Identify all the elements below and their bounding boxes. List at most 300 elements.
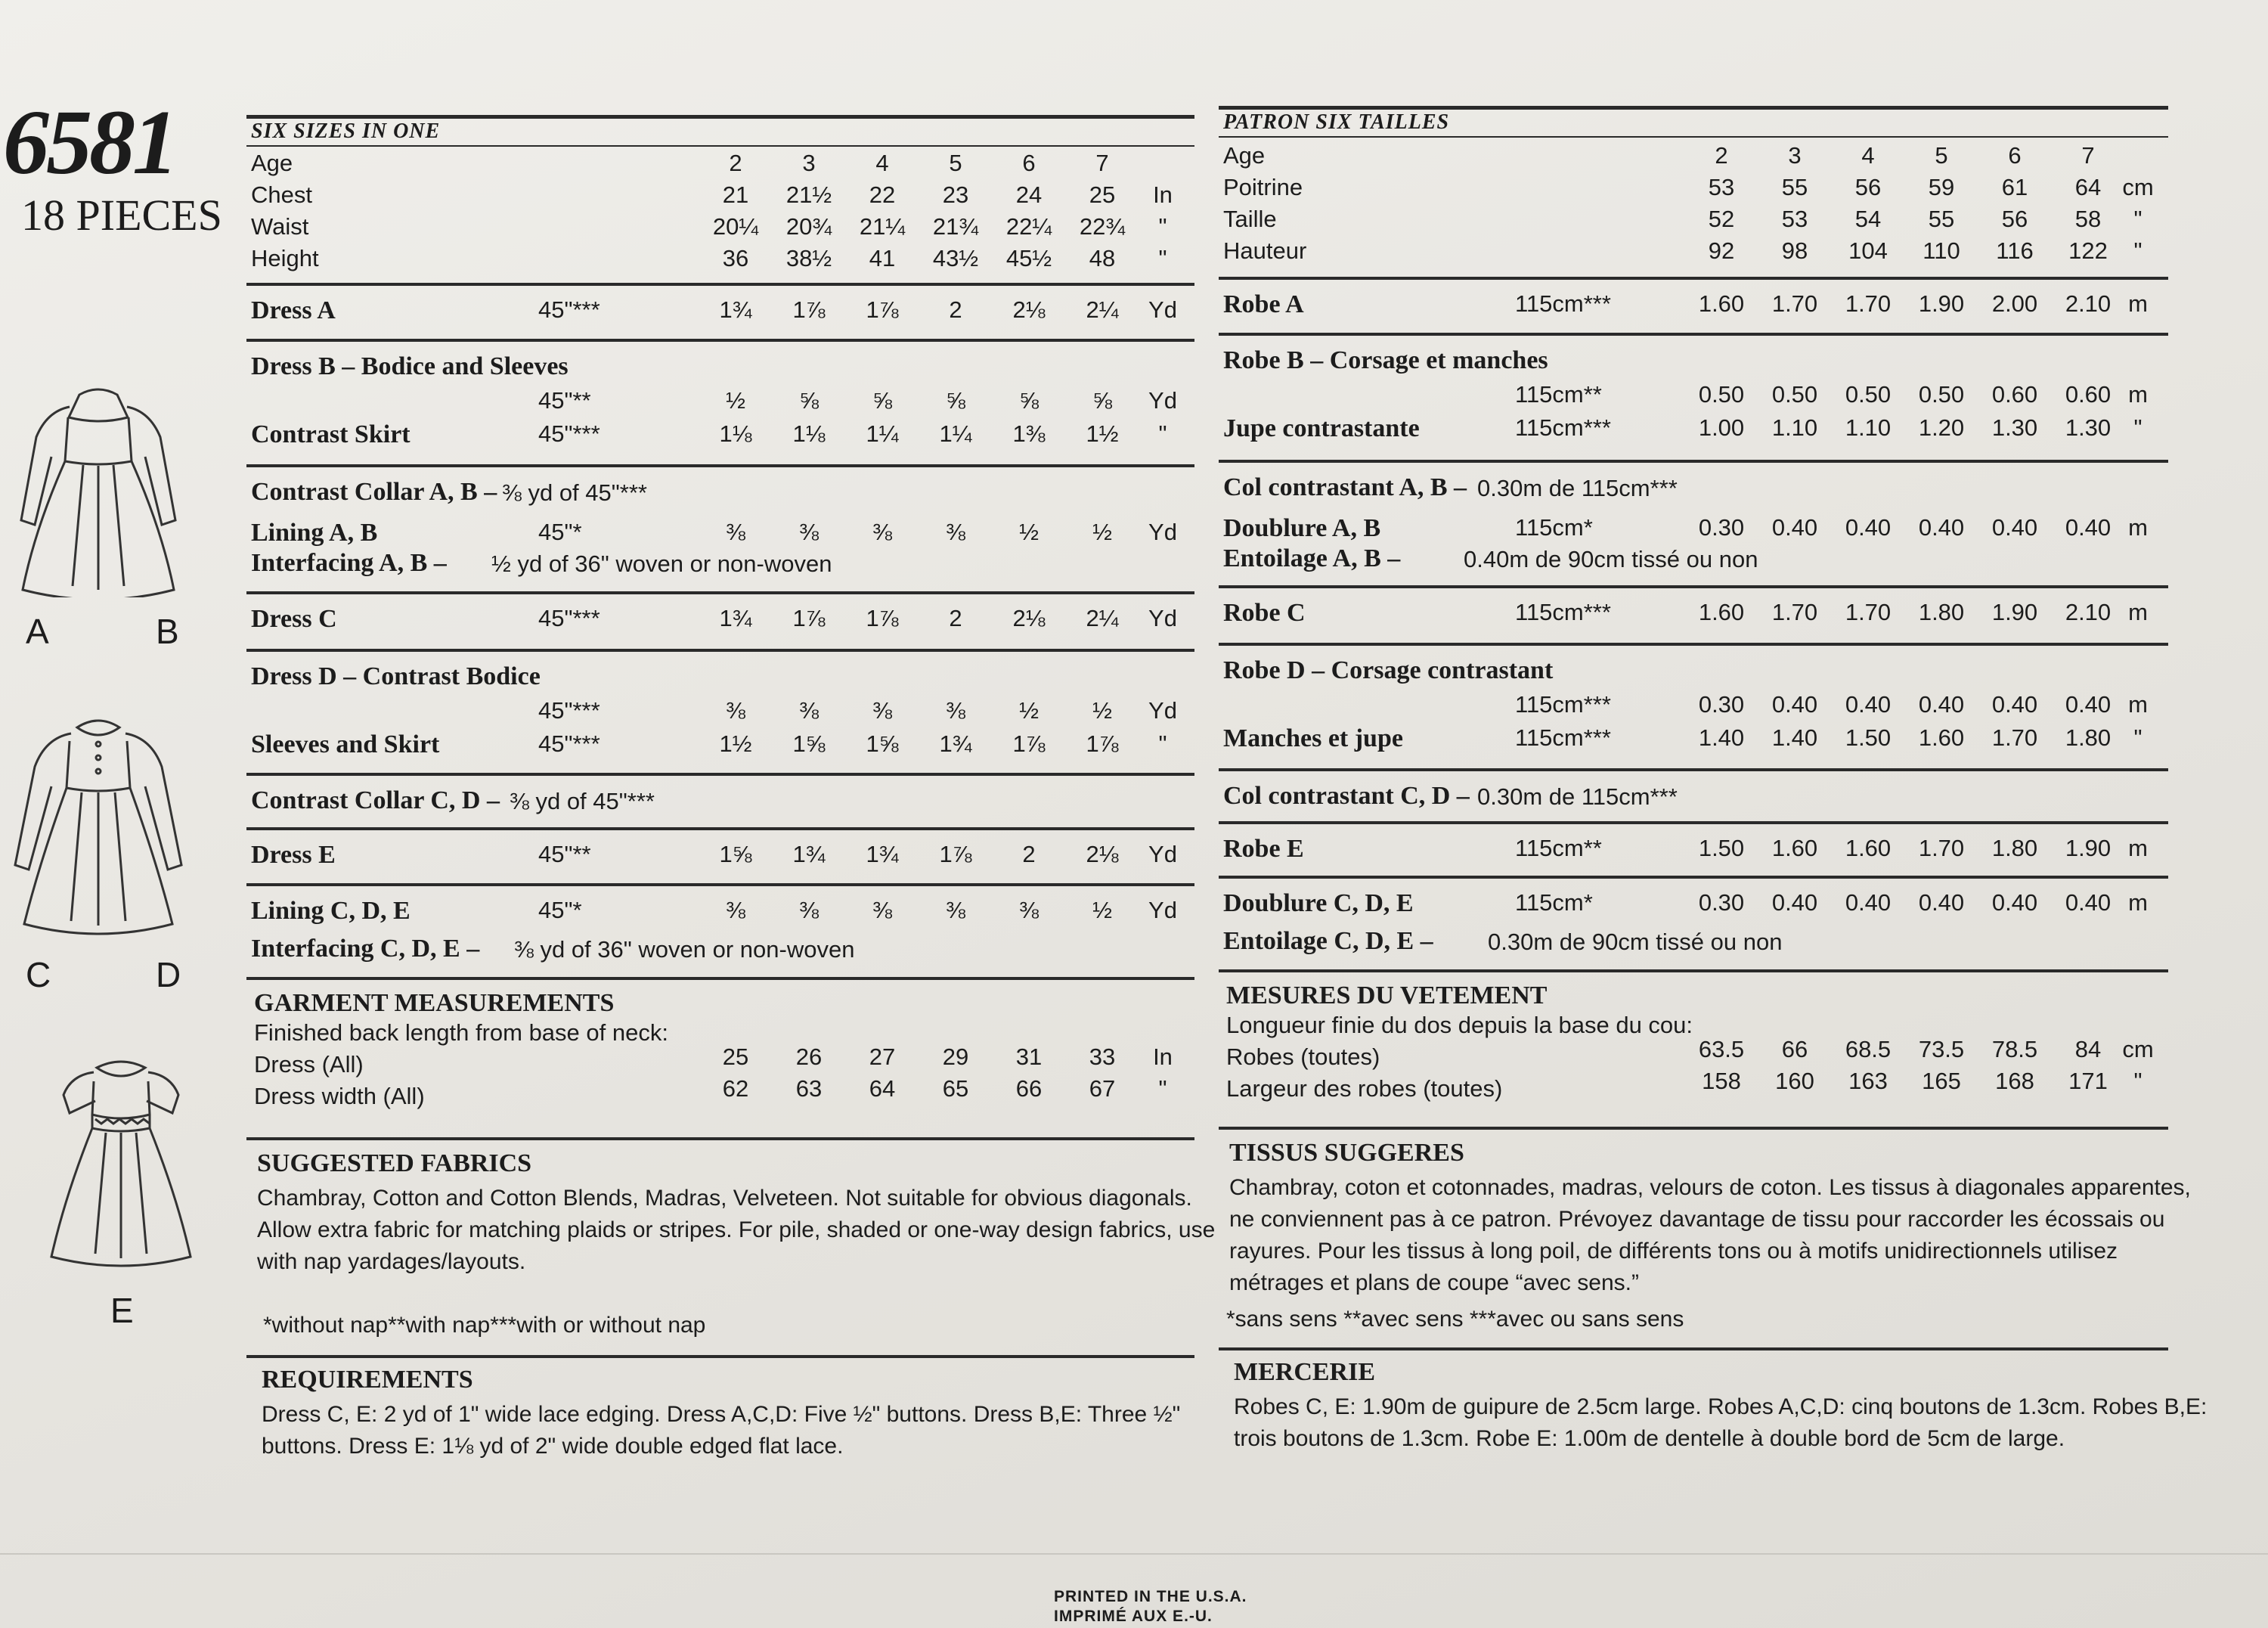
yardage-row-label: Jupe contrastante	[1223, 414, 1420, 442]
section-rule	[246, 773, 1194, 776]
notions-title: MERCERIE	[1234, 1358, 1376, 1386]
notions-text-line: Robes C, E: 1.90m de guipure de 2.5cm large. Robes A,C,D: cinq boutons de 1.3cm. Robes B,E:	[1234, 1394, 2208, 1419]
title-rule	[1219, 106, 2168, 110]
yardage-value: 1⅝	[719, 841, 752, 867]
yardage-value: 1.60	[1918, 724, 1965, 751]
garment-value: 68.5	[1845, 1036, 1892, 1062]
garment-row-label: Largeur des robes (toutes)	[1226, 1075, 1503, 1102]
yardage-row-label: Robe C	[1223, 599, 1306, 627]
yardage-value: ⅜	[799, 897, 819, 923]
yardage-value: ⅜	[726, 697, 745, 724]
yardage-value: 0.30	[1698, 889, 1745, 916]
yardage-value: ⅜	[799, 697, 819, 724]
yardage-row-label: Contrast Collar A, B –	[251, 478, 497, 506]
yardage-row-note: ⅜ yd of 45"***	[502, 479, 647, 506]
yardage-value: ⅝	[1092, 387, 1112, 414]
size-value: 122	[2068, 237, 2108, 264]
section-rule	[246, 1137, 1194, 1140]
fabrics-text-line: Chambray, Cotton and Cotton Blends, Madras, Velveteen. Not suitable for obvious diagonals.	[257, 1186, 1192, 1211]
yardage-value: 1.90	[2065, 835, 2112, 861]
yardage-value: 1.80	[2065, 724, 2112, 751]
fabrics-text-line: ne conviennent pas à ce patron. Prévoyez davantage de tissu pour raccorder les écossais ou	[1229, 1207, 2165, 1232]
fabric-width: 115cm**	[1515, 381, 1602, 408]
yardage-value: 0.40	[2065, 691, 2112, 718]
size-value: 5	[1935, 142, 1948, 169]
size-value: 6	[1022, 150, 1036, 176]
yardage-value: 0.40	[1918, 514, 1965, 541]
yardage-value: ½	[1019, 697, 1039, 724]
size-value: 61	[2001, 174, 2028, 200]
size-value: 21¾	[932, 213, 979, 240]
dress-e-illustration	[30, 1051, 212, 1278]
size-value: 4	[1861, 142, 1875, 169]
section-rule	[246, 649, 1194, 652]
garment-value: 64	[869, 1075, 896, 1102]
yardage-unit: Yd	[1148, 605, 1177, 631]
fabric-width: 45"***	[538, 730, 600, 757]
yardage-value: 1.20	[1918, 414, 1965, 441]
garment-intro: Longueur finie du dos depuis la base du cou:	[1226, 1012, 1693, 1038]
size-unit: "	[1158, 213, 1167, 240]
yardage-unit: Yd	[1148, 897, 1177, 923]
yardage-value: ½	[1092, 519, 1112, 545]
garment-value: 29	[942, 1043, 969, 1070]
yardage-value: ½	[1092, 697, 1112, 724]
yardage-value: 1.40	[1771, 724, 1818, 751]
size-value: 55	[1928, 206, 1955, 232]
section-rule	[1219, 333, 2168, 336]
yardage-row-note: ⅜ yd of 45"***	[510, 788, 655, 814]
yardage-value: ⅜	[726, 519, 745, 545]
yardage-row-note: 0.30m de 115cm***	[1477, 783, 1678, 810]
fabrics-title: TISSUS SUGGERES	[1229, 1139, 1464, 1167]
yardage-value: 0.40	[1918, 691, 1965, 718]
fabrics-text-line: Chambray, coton et cotonnades, madras, velours de coton. Les tissus à diagonales apparentes,	[1229, 1175, 2191, 1200]
yardage-value: ⅜	[872, 519, 892, 545]
yardage-value: ⅝	[799, 387, 819, 414]
size-value: 56	[1854, 174, 1882, 200]
yardage-value: 0.60	[2065, 381, 2112, 408]
fabric-width: 45"***	[538, 296, 600, 323]
section-rule	[1219, 876, 2168, 879]
yardage-value: 1⅞	[792, 296, 826, 323]
pattern-number: 6581	[3, 91, 175, 194]
yardage-value: 2⅛	[1012, 296, 1046, 323]
yardage-value: 1¼	[939, 420, 972, 447]
yardage-value: 1.90	[1918, 290, 1965, 317]
section-rule	[1219, 460, 2168, 463]
size-value: 104	[1848, 237, 1888, 264]
size-value: 53	[1781, 206, 1808, 232]
yardage-value: 0.50	[1771, 381, 1818, 408]
yardage-value: 1⅞	[1086, 730, 1119, 757]
section-rule	[246, 977, 1194, 980]
fabric-width: 115cm***	[1515, 724, 1611, 751]
garment-value: 160	[1775, 1068, 1814, 1094]
yardage-unit: m	[2128, 381, 2148, 408]
yardage-unit: m	[2128, 889, 2148, 916]
yardage-unit: Yd	[1148, 841, 1177, 867]
yardage-row-label: Sleeves and Skirt	[251, 730, 440, 758]
yardage-row-label: Doublure A, B	[1223, 514, 1381, 542]
view-letter-b: B	[156, 612, 179, 651]
size-value: 2	[729, 150, 742, 176]
nap-legend: *sans sens **avec sens ***avec ou sans sens	[1226, 1307, 1684, 1332]
yardage-value: 0.30	[1698, 514, 1745, 541]
yardage-row-label: Col contrastant A, B –	[1223, 473, 1467, 501]
yardage-unit: m	[2128, 691, 2148, 718]
yardage-row-note: ½ yd of 36" woven or non-woven	[491, 550, 832, 577]
size-unit: "	[2133, 237, 2143, 264]
notions-title: REQUIREMENTS	[262, 1366, 473, 1394]
size-value: 38½	[785, 245, 832, 271]
yardage-value: 1.30	[1991, 414, 2038, 441]
fabrics-text-line: with nap yardages/layouts.	[257, 1249, 526, 1274]
yardage-row-label: Lining A, B	[251, 519, 378, 547]
notions-text-line: Dress C, E: 2 yd of 1" wide lace edging. Dress A,C,D: Five ½" buttons. Dress B,E: Three ½"	[262, 1402, 1181, 1427]
yardage-row-note: 0.30m de 90cm tissé ou non	[1488, 929, 1783, 955]
yardage-value: ⅜	[946, 897, 965, 923]
garment-value: 31	[1015, 1043, 1043, 1070]
yardage-value: 0.40	[1771, 889, 1818, 916]
size-value: 53	[1708, 174, 1735, 200]
yardage-value: 1.70	[1771, 290, 1818, 317]
garment-unit: In	[1153, 1043, 1173, 1070]
garment-value: 67	[1089, 1075, 1116, 1102]
fabric-width: 115cm*	[1515, 514, 1593, 541]
fabrics-text-line: rayures. Pour les tissus à long poil, de différents tons ou à motifs unidirectionnels utilisez	[1229, 1239, 2118, 1264]
yardage-value: 1.60	[1845, 835, 1892, 861]
garment-value: 25	[722, 1043, 749, 1070]
yardage-value: 0.40	[1845, 514, 1892, 541]
size-row-label: Age	[251, 150, 293, 176]
yardage-value: 0.40	[1845, 691, 1892, 718]
fabric-width: 45"***	[538, 697, 600, 724]
size-value: 36	[722, 245, 749, 271]
size-value: 58	[2074, 206, 2102, 232]
size-value: 110	[1923, 237, 1960, 264]
yardage-value: 1⅞	[866, 296, 899, 323]
size-value: 3	[1788, 142, 1802, 169]
size-value: 7	[2081, 142, 2095, 169]
yardage-row-label: Entoilage A, B –	[1223, 544, 1401, 572]
yardage-value: 1.70	[1918, 835, 1965, 861]
garment-value: 33	[1089, 1043, 1116, 1070]
section-rule	[1219, 969, 2168, 972]
size-value: 7	[1095, 150, 1109, 176]
garment-row-label: Dress (All)	[254, 1051, 364, 1078]
garment-value: 63.5	[1698, 1036, 1745, 1062]
fabrics-text-line: Allow extra fabric for matching plaids or stripes. For pile, shaded or one-way design fabrics, use	[257, 1217, 1216, 1242]
yardage-row-label: Contrast Skirt	[251, 420, 411, 448]
yardage-unit: Yd	[1148, 387, 1177, 414]
fabric-width: 45"***	[538, 605, 600, 631]
section-rule	[246, 827, 1194, 830]
yardage-value: 2¼	[1086, 296, 1119, 323]
yardage-value: 1¾	[866, 841, 899, 867]
yardage-value: 1.60	[1698, 290, 1745, 317]
yardage-row-label: Contrast Collar C, D –	[251, 786, 500, 814]
yardage-value: 1⅞	[1012, 730, 1046, 757]
yardage-value: 1⅛	[792, 420, 826, 447]
yardage-row-note: 0.30m de 115cm***	[1477, 475, 1678, 501]
yardage-value: 1.50	[1698, 835, 1745, 861]
size-value: 64	[2074, 174, 2102, 200]
size-row-label: Age	[1223, 142, 1266, 169]
size-value: 21¼	[859, 213, 906, 240]
bottom-fold-line	[0, 1553, 2268, 1555]
garment-value: 27	[869, 1043, 896, 1070]
yardage-unit: Yd	[1148, 296, 1177, 323]
yardage-value: 0.60	[1991, 381, 2038, 408]
size-value: 23	[942, 181, 969, 208]
yardage-value: 0.40	[1991, 691, 2038, 718]
fabrics-text-line: métrages et plans de coupe “avec sens.”	[1229, 1270, 1639, 1295]
yardage-value: 1.70	[1991, 724, 2038, 751]
garment-value: 168	[1995, 1068, 2034, 1094]
yardage-value: 0.40	[1991, 889, 2038, 916]
section-title: PATRON SIX TAILLES	[1223, 110, 1450, 134]
yardage-value: 2.10	[2065, 290, 2112, 317]
yardage-value: 1.40	[1698, 724, 1745, 751]
yardage-value: 1.00	[1698, 414, 1745, 441]
yardage-value: 1.60	[1698, 599, 1745, 625]
yardage-value: 1.80	[1918, 599, 1965, 625]
fabric-width: 45"*	[538, 519, 582, 545]
yardage-value: 1¼	[866, 420, 899, 447]
yardage-value: 1⅛	[719, 420, 752, 447]
garment-value: 63	[795, 1075, 823, 1102]
garment-unit: "	[2133, 1068, 2143, 1094]
yardage-value: 1½	[1086, 420, 1119, 447]
yardage-row-label: Lining C, D, E	[251, 897, 411, 925]
yardage-value: 2	[949, 296, 962, 323]
yardage-value: 1½	[719, 730, 752, 757]
yardage-row-label: Dress B – Bodice and Sleeves	[251, 352, 569, 380]
yardage-value: ½	[1019, 519, 1039, 545]
yardage-value: 0.40	[2065, 889, 2112, 916]
yardage-value: 1.70	[1771, 599, 1818, 625]
yardage-unit: m	[2128, 290, 2148, 317]
garment-title: GARMENT MEASUREMENTS	[254, 989, 615, 1017]
size-value: 21	[722, 181, 749, 208]
size-value: 41	[869, 245, 896, 271]
garment-value: 73.5	[1918, 1036, 1965, 1062]
size-value: 52	[1708, 206, 1735, 232]
size-value: 98	[1781, 237, 1808, 264]
yardage-value: 1.70	[1845, 290, 1892, 317]
title-underline	[1219, 136, 2168, 138]
size-row-label: Height	[251, 245, 319, 271]
yardage-unit: Yd	[1148, 697, 1177, 724]
yardage-value: 0.40	[1845, 889, 1892, 916]
yardage-value: 2	[949, 605, 962, 631]
size-value: 25	[1089, 181, 1116, 208]
yardage-value: 1⅞	[792, 605, 826, 631]
yardage-value: 2.00	[1991, 290, 2038, 317]
yardage-unit: Yd	[1148, 519, 1177, 545]
size-value: 20¼	[712, 213, 759, 240]
yardage-value: 1.80	[1991, 835, 2038, 861]
section-rule	[1219, 1347, 2168, 1350]
yardage-value: ⅜	[726, 897, 745, 923]
yardage-value: 1.50	[1845, 724, 1892, 751]
yardage-row-label: Robe B – Corsage et manches	[1223, 346, 1548, 374]
yardage-unit: m	[2128, 514, 2148, 541]
size-row-label: Hauteur	[1223, 237, 1307, 264]
garment-value: 66	[1781, 1036, 1808, 1062]
yardage-value: 1¾	[939, 730, 972, 757]
size-value: 59	[1928, 174, 1955, 200]
garment-row-label: Robes (toutes)	[1226, 1043, 1380, 1070]
section-rule	[246, 283, 1194, 286]
yardage-row-label: Doublure C, D, E	[1223, 889, 1414, 917]
yardage-value: 0.40	[1991, 514, 2038, 541]
yardage-value: ½	[1092, 897, 1112, 923]
yardage-row-label: Interfacing C, D, E –	[251, 935, 480, 963]
yardage-value: 1¾	[719, 296, 752, 323]
yardage-value: 1⅞	[939, 841, 972, 867]
yardage-value: 2	[1022, 841, 1036, 867]
garment-value: 171	[2068, 1068, 2108, 1094]
garment-value: 66	[1015, 1075, 1043, 1102]
size-row-label: Taille	[1223, 206, 1277, 232]
size-value: 22¼	[1005, 213, 1052, 240]
yardage-value: 1.60	[1771, 835, 1818, 861]
size-value: 21½	[785, 181, 832, 208]
yardage-row-label: Robe E	[1223, 835, 1304, 863]
size-value: 54	[1854, 206, 1882, 232]
yardage-row-label: Dress E	[251, 841, 336, 869]
size-value: 48	[1089, 245, 1116, 271]
yardage-unit: m	[2128, 835, 2148, 861]
section-title: SIX SIZES IN ONE	[251, 119, 441, 143]
section-rule	[1219, 643, 2168, 646]
yardage-value: 1.10	[1771, 414, 1818, 441]
size-value: 6	[2008, 142, 2022, 169]
yardage-value: ⅜	[799, 519, 819, 545]
yardage-value: ⅜	[946, 519, 965, 545]
pieces-count: 18 PIECES	[21, 191, 222, 240]
garment-value: 78.5	[1991, 1036, 2038, 1062]
yardage-row-label: Robe A	[1223, 290, 1304, 318]
size-value: 55	[1781, 174, 1808, 200]
size-value: 22¾	[1079, 213, 1126, 240]
size-value: 4	[875, 150, 889, 176]
garment-unit: "	[1158, 1075, 1167, 1102]
size-value: 22	[869, 181, 896, 208]
yardage-value: 1.10	[1845, 414, 1892, 441]
size-value: 20¾	[785, 213, 832, 240]
title-underline	[246, 145, 1194, 147]
view-letter-e: E	[110, 1291, 134, 1330]
yardage-value: 1.90	[1991, 599, 2038, 625]
size-row-label: Poitrine	[1223, 174, 1303, 200]
yardage-value: 2.10	[2065, 599, 2112, 625]
garment-unit: cm	[2122, 1036, 2154, 1062]
yardage-value: 1¾	[792, 841, 826, 867]
size-row-label: Waist	[251, 213, 309, 240]
yardage-value: ⅜	[1019, 897, 1039, 923]
fabric-width: 45"**	[538, 387, 591, 414]
yardage-row-label: Col contrastant C, D –	[1223, 782, 1470, 810]
fabric-width: 45"**	[538, 841, 591, 867]
yardage-value: 0.40	[1771, 691, 1818, 718]
garment-value: 62	[722, 1075, 749, 1102]
size-value: 56	[2001, 206, 2028, 232]
yardage-value: 1⅜	[1012, 420, 1046, 447]
garment-intro: Finished back length from base of neck:	[254, 1019, 668, 1046]
fabric-width: 45"*	[538, 897, 582, 923]
garment-value: 158	[1702, 1068, 1741, 1094]
yardage-value: 0.40	[1918, 889, 1965, 916]
footer-printed: PRINTED IN THE U.S.A.	[1054, 1588, 1247, 1605]
section-rule	[1219, 768, 2168, 771]
yardage-value: 1⅞	[866, 605, 899, 631]
yardage-row-label: Manches et jupe	[1223, 724, 1403, 752]
yardage-value: ½	[726, 387, 745, 414]
section-rule	[1219, 1127, 2168, 1130]
title-rule	[246, 115, 1194, 119]
fabric-width: 115cm*	[1515, 889, 1593, 916]
section-rule	[1219, 277, 2168, 280]
yardage-value: 0.30	[1698, 691, 1745, 718]
yardage-value: 2¼	[1086, 605, 1119, 631]
yardage-row-label: Entoilage C, D, E –	[1223, 927, 1433, 955]
view-letter-a: A	[26, 612, 49, 651]
fabrics-title: SUGGESTED FABRICS	[257, 1149, 532, 1177]
yardage-row-label: Dress C	[251, 605, 337, 633]
yardage-value: 0.40	[2065, 514, 2112, 541]
yardage-value: 1⅝	[866, 730, 899, 757]
view-letter-c: C	[26, 955, 51, 994]
yardage-row-label: Interfacing A, B –	[251, 549, 447, 577]
yardage-value: ⅜	[946, 697, 965, 724]
section-rule	[246, 591, 1194, 594]
size-value: 116	[1996, 237, 2034, 264]
fabric-width: 115cm***	[1515, 599, 1611, 625]
yardage-row-note: ⅜ yd of 36" woven or non-woven	[514, 936, 855, 963]
size-row-label: Chest	[251, 181, 312, 208]
size-value: 2	[1715, 142, 1728, 169]
size-value: 92	[1708, 237, 1735, 264]
yardage-value: ⅝	[1019, 387, 1039, 414]
fabric-width: 115cm***	[1515, 414, 1611, 441]
garment-value: 65	[942, 1075, 969, 1102]
yardage-row-note: 0.40m de 90cm tissé ou non	[1464, 546, 1758, 572]
size-value: 45½	[1005, 245, 1052, 271]
fabric-width: 115cm***	[1515, 691, 1611, 718]
section-rule	[246, 464, 1194, 467]
yardage-value: 2⅛	[1086, 841, 1119, 867]
section-rule	[1219, 821, 2168, 824]
fabric-width: 115cm**	[1515, 835, 1602, 861]
yardage-value: 0.50	[1845, 381, 1892, 408]
notions-text-line: trois boutons de 1.3cm. Robe E: 1.00m de dentelle à double bord de 5cm de large.	[1234, 1426, 2065, 1451]
size-unit: In	[1153, 181, 1173, 208]
yardage-row-label: Dress D – Contrast Bodice	[251, 662, 541, 690]
size-value: 24	[1015, 181, 1043, 208]
yardage-value: 1¾	[719, 605, 752, 631]
garment-value: 165	[1922, 1068, 1961, 1094]
yardage-row-label: Robe D – Corsage contrastant	[1223, 656, 1554, 684]
yardage-row-label: Dress A	[251, 296, 336, 324]
yardage-value: 0.50	[1918, 381, 1965, 408]
yardage-value: ⅜	[872, 897, 892, 923]
yardage-value: 1.30	[2065, 414, 2112, 441]
yardage-unit: "	[2133, 414, 2143, 441]
garment-value: 84	[2074, 1036, 2102, 1062]
